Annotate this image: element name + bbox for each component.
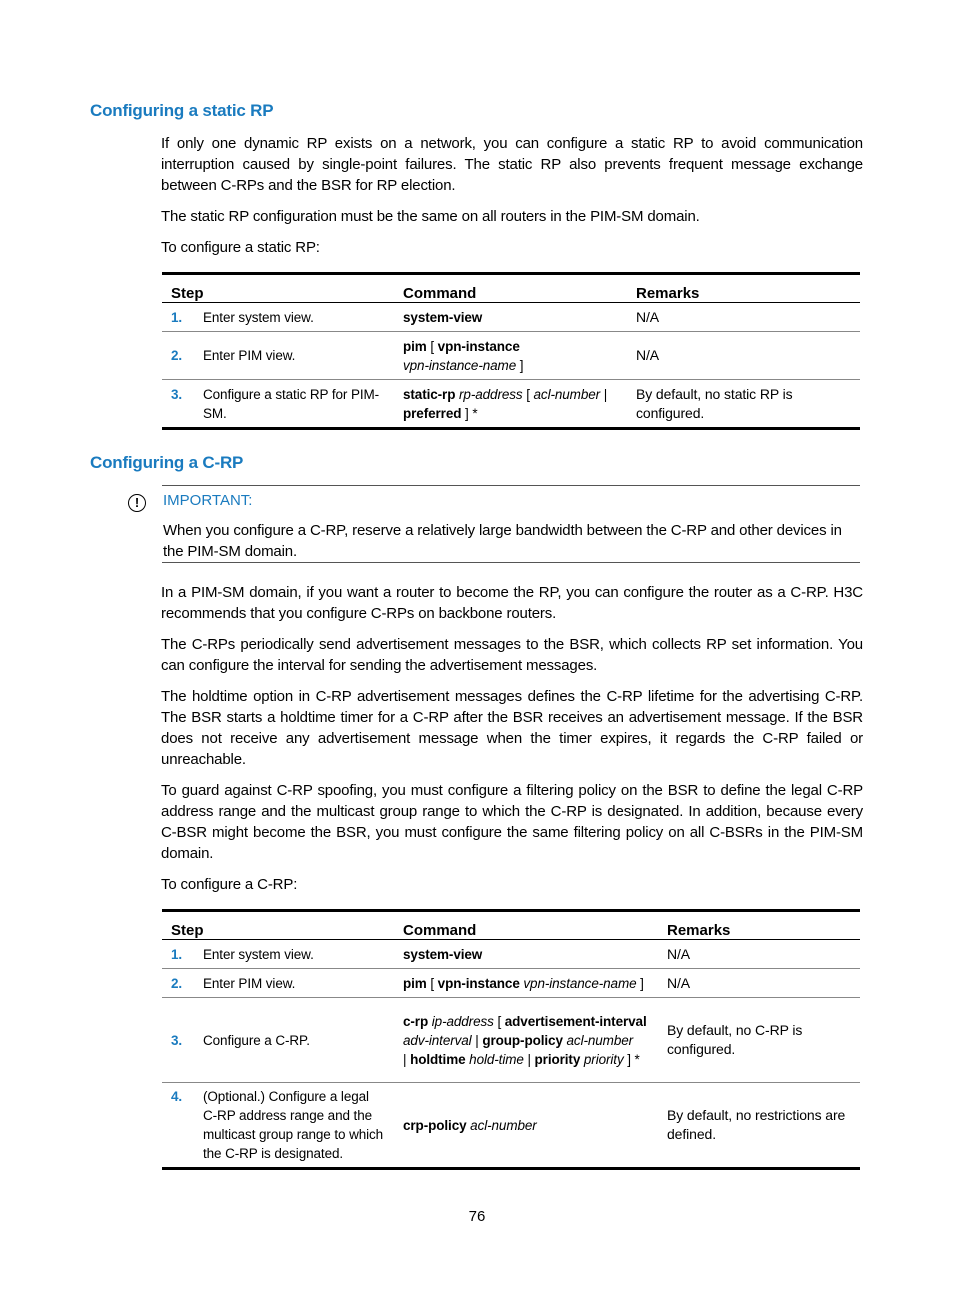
command-keyword: c-rp [403, 1013, 429, 1029]
paragraph: To guard against C-RP spoofing, you must configure a filtering policy on the BSR to define the legal C-RP address range and the multicast group range to which the C-RP is designated. In addition, because every C-BSR might become the BSR, you must configure the same filtering policy on all C-BSRs in the PIM-SM domain. [161, 782, 863, 862]
page-number: 76 [468, 1208, 486, 1225]
command-argument: ip-address [428, 1013, 494, 1029]
step-description: Enter PIM view. [194, 969, 394, 998]
command-keyword: crp-policy [403, 1117, 467, 1133]
command-keyword: advertisement-interval [504, 1013, 647, 1029]
paragraph: To configure a C-RP: [161, 876, 298, 893]
command-keyword: pim [403, 975, 427, 991]
command-syntax: ] [636, 975, 644, 991]
table-row [162, 1083, 860, 1169]
command-cell [394, 380, 627, 429]
command-argument: acl-number [562, 1032, 634, 1048]
command-cell [394, 1083, 658, 1169]
important-bottom-rule [162, 562, 860, 563]
command-keyword: static-rp [403, 387, 456, 402]
command-argument: rp-address [459, 387, 523, 402]
command-argument: acl-number [466, 1117, 537, 1133]
command-argument: hold-time [465, 1051, 524, 1067]
paragraph: To configure a static RP: [161, 239, 320, 256]
important-top-rule [162, 485, 860, 486]
paragraph: The static RP configuration must be the same on all routers in the PIM-SM domain. [161, 208, 700, 225]
command-cell [394, 303, 627, 332]
command-keyword: vpn-instance [437, 975, 520, 991]
command-argument: acl-number [533, 387, 601, 402]
c-rp-config-table [162, 909, 860, 1170]
command-keyword: system-view [403, 946, 483, 962]
step-description: Configure a static RP for PIM-SM. [194, 380, 394, 429]
static-rp-config-table [162, 272, 860, 430]
step-description: Enter system view. [194, 940, 394, 969]
command-syntax: [ [493, 1013, 505, 1029]
command-argument: adv-interval [403, 1032, 472, 1048]
remarks-cell: By default, no restrictions are defined. [658, 1083, 860, 1169]
table-row [162, 332, 860, 380]
command-syntax: [ [426, 338, 438, 354]
command-syntax: | [523, 1051, 535, 1067]
command-cell [394, 998, 658, 1083]
table-row [162, 969, 860, 998]
table-header-row [162, 911, 860, 940]
remarks-cell: N/A [627, 303, 860, 332]
remarks-cell: By default, no C-RP is configured. [658, 998, 860, 1083]
command-keyword: vpn-instance [437, 338, 520, 354]
command-keyword: preferred [403, 406, 462, 421]
paragraph: The C-RPs periodically send advertisement messages to the BSR, which collects RP set information. You can configure the interval for sending the advertisement messages. [161, 636, 863, 674]
command-syntax: ] [516, 357, 524, 373]
command-keyword: holdtime [410, 1051, 466, 1067]
command-argument: priority [580, 1051, 624, 1067]
step-number: 4. [162, 1083, 194, 1169]
step-number: 3. [162, 380, 194, 429]
paragraph: If only one dynamic RP exists on a network, you can configure a static RP to avoid communication interruption caused by single-point failures. The static RP also prevents frequent message exchange between C-RPs and the BSR for RP election. [161, 135, 863, 194]
step-description: Enter PIM view. [194, 332, 394, 380]
step-number: 1. [162, 940, 194, 969]
column-header-step: Step [162, 274, 394, 303]
command-keyword: priority [534, 1051, 581, 1067]
table-row [162, 380, 860, 429]
command-syntax: | [471, 1032, 483, 1048]
command-syntax: ] * [461, 406, 478, 421]
command-keyword: group-policy [482, 1032, 563, 1048]
section-heading-c-rp: Configuring a C-RP [90, 453, 244, 472]
command-cell [394, 332, 627, 380]
command-keyword: system-view [403, 309, 483, 325]
paragraph: In a PIM-SM domain, if you want a router to become the RP, you can configure the router as a C-RP. H3C recommends that you configure C-RPs on backbone routers. [161, 584, 863, 622]
important-note: When you configure a C-RP, reserve a relatively large bandwidth between the C-RP and other devices in the PIM-SM domain. [163, 522, 842, 560]
step-number: 2. [162, 332, 194, 380]
column-header-remarks: Remarks [627, 274, 860, 303]
important-label: IMPORTANT: [163, 492, 253, 509]
table-row [162, 998, 860, 1083]
table-header-row [162, 274, 860, 303]
column-header-command: Command [394, 274, 627, 303]
table-row [162, 303, 860, 332]
step-number: 1. [162, 303, 194, 332]
step-description: (Optional.) Configure a legal C-RP address range and the multicast group range to which the C-RP is designated. [194, 1083, 394, 1169]
command-cell [394, 940, 658, 969]
step-number: 3. [162, 998, 194, 1083]
remarks-cell: N/A [627, 332, 860, 380]
paragraph: The holdtime option in C-RP advertisement messages defines the C-RP lifetime for the advertising C-RP. The BSR starts a holdtime timer for a C-RP after the BSR receives an advertisement message. If the BSR does not receive any advertisement message when the timer expires, it regards the C-RP failed or unreachable. [161, 688, 863, 768]
command-argument: vpn-instance-name [519, 975, 637, 991]
command-syntax: [ [522, 387, 534, 402]
command-syntax: [ [426, 975, 438, 991]
column-header-step: Step [162, 911, 394, 940]
column-header-remarks: Remarks [658, 911, 860, 940]
command-cell [394, 969, 658, 998]
command-keyword: pim [403, 338, 427, 354]
column-header-command: Command [394, 911, 658, 940]
table-row [162, 940, 860, 969]
command-syntax: | [403, 1051, 411, 1067]
remarks-cell: N/A [658, 940, 860, 969]
command-syntax: ] * [623, 1051, 640, 1067]
command-syntax: | [600, 387, 608, 402]
remarks-cell: N/A [658, 969, 860, 998]
exclamation-circle-icon: ! [128, 494, 146, 512]
step-number: 2. [162, 969, 194, 998]
section-heading-static-rp: Configuring a static RP [90, 101, 274, 120]
command-argument: vpn-instance-name [403, 357, 517, 373]
remarks-cell: By default, no static RP is configured. [627, 380, 860, 429]
step-description: Enter system view. [194, 303, 394, 332]
step-description: Configure a C-RP. [194, 998, 394, 1083]
